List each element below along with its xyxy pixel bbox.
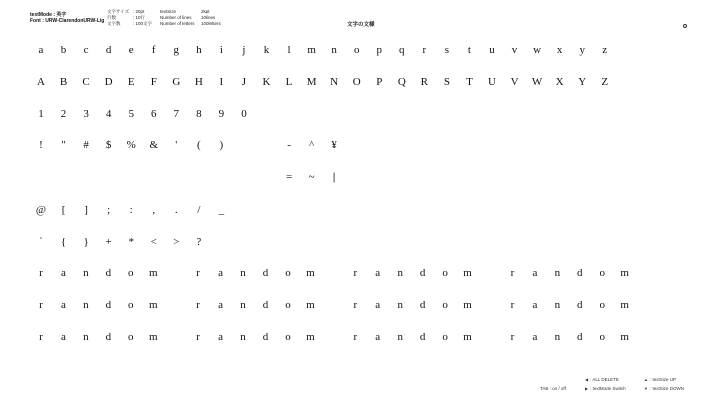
glyph-r0-c1: b: [60, 44, 67, 56]
glyph-r3-c4: %: [126, 139, 136, 151]
glyph-r1-c0: A: [37, 76, 45, 88]
glyph-r8-c22: a: [532, 299, 538, 311]
text-mode-label: textMode : 英字: [30, 12, 67, 18]
right-triangle-icon: ▶: [585, 386, 589, 391]
footer-all-delete: [585, 377, 619, 382]
glyph-r2-c7: 8: [196, 108, 202, 120]
glyph-r9-c26: m: [620, 331, 629, 343]
glyph-r9-c5: m: [148, 331, 158, 343]
glyph-r7-c9: n: [240, 267, 246, 279]
glyph-r7-c21: r: [510, 267, 515, 279]
glyph-r1-c5: F: [150, 76, 157, 88]
font-label: Font : URW-ClarendonURW-Lig: [30, 18, 105, 24]
glyph-r0-c19: t: [467, 44, 471, 56]
glyph-r7-c14: r: [353, 267, 358, 279]
glyph-r1-c14: O: [352, 76, 361, 88]
footer-mode-switch: [585, 386, 626, 391]
glyph-r8-c14: r: [353, 299, 358, 311]
glyph-r1-c3: D: [104, 76, 113, 88]
setting-en-value-lines: 10lines: [201, 15, 216, 20]
glyph-r7-c7: r: [196, 267, 200, 279]
glyph-r1-c20: U: [488, 76, 496, 88]
glyph-r3-c7: (: [197, 139, 201, 151]
glyph-r0-c22: w: [533, 44, 542, 56]
glyph-r7-c4: o: [128, 267, 134, 279]
glyph-r7-c12: m: [306, 267, 315, 279]
glyph-r6-c2: }: [83, 236, 89, 248]
glyph-r5-c7: /: [197, 204, 201, 216]
glyph-r1-c2: C: [82, 76, 90, 88]
glyph-r7-c23: n: [554, 267, 561, 279]
glyph-r3-c3: $: [105, 139, 112, 151]
glyph-r1-c6: G: [172, 76, 181, 88]
glyph-r1-c17: R: [420, 76, 429, 88]
glyph-r1-c13: N: [330, 76, 339, 88]
glyph-r3-c11: -: [287, 139, 291, 151]
glyph-r1-c19: T: [466, 76, 473, 88]
setting-en-label-lines: Number of lines: [160, 15, 192, 20]
textsize-down-label: : textSize DOWN: [649, 386, 684, 391]
glyph-r6-c7: ?: [196, 236, 202, 248]
glyph-r2-c1: 2: [60, 108, 67, 120]
footer-tab: [540, 386, 566, 391]
setting-en-value-size: 2kpt: [201, 9, 210, 14]
glyph-r6-c1: {: [60, 236, 67, 248]
glyph-r7-c24: d: [577, 267, 583, 279]
glyph-r2-c3: 4: [105, 108, 112, 120]
glyph-r1-c22: W: [531, 76, 543, 88]
glyph-r9-c25: o: [599, 331, 605, 343]
page-title: 文字の文様: [347, 22, 375, 28]
glyph-r8-c8: a: [218, 299, 224, 311]
glyph-r0-c12: m: [307, 44, 316, 56]
glyph-r5-c8: _: [218, 204, 225, 216]
glyph-r8-c15: a: [375, 299, 381, 311]
glyph-r5-c1: [: [61, 204, 66, 216]
glyph-r7-c10: d: [262, 267, 269, 279]
glyph-r9-c2: n: [83, 331, 89, 343]
glyph-r6-c5: <: [150, 236, 157, 248]
setting-en-label-size: textSize: [160, 9, 177, 14]
glyph-r9-c24: d: [577, 331, 583, 343]
glyph-r9-c16: n: [397, 331, 403, 343]
glyph-r9-c12: m: [306, 331, 315, 343]
glyph-r7-c18: o: [442, 267, 448, 279]
tab-toggle-button[interactable]: [683, 24, 687, 28]
glyph-r1-c16: Q: [397, 76, 406, 88]
glyph-r1-c10: K: [262, 76, 271, 88]
glyph-r8-c3: d: [105, 299, 112, 311]
glyph-r3-c12: ^: [309, 139, 315, 151]
glyph-r1-c1: B: [59, 76, 68, 88]
glyph-r7-c5: m: [148, 267, 158, 279]
glyph-r7-c11: o: [285, 267, 291, 279]
glyph-r7-c16: n: [397, 267, 403, 279]
glyph-r5-c3: ;: [107, 204, 111, 216]
glyph-r3-c6: ': [175, 139, 178, 151]
glyph-r9-c9: n: [240, 331, 246, 343]
glyph-r7-c1: a: [60, 267, 66, 279]
glyph-r0-c25: z: [602, 44, 608, 56]
glyph-r8-c12: m: [306, 299, 315, 311]
glyph-r0-c14: o: [353, 44, 360, 56]
glyph-r9-c23: n: [554, 331, 561, 343]
glyph-r8-c26: m: [620, 299, 629, 311]
glyph-r8-c11: o: [285, 299, 291, 311]
glyph-r2-c8: 9: [218, 108, 225, 120]
footer-textsize-up: [644, 377, 676, 382]
glyph-r0-c13: n: [331, 44, 337, 56]
glyph-r8-c21: r: [510, 299, 515, 311]
glyph-r7-c3: d: [105, 267, 112, 279]
glyph-r6-c3: +: [105, 236, 112, 248]
glyph-r1-c21: V: [510, 76, 519, 88]
glyph-r8-c17: d: [419, 299, 426, 311]
glyph-r1-c25: Z: [601, 76, 609, 88]
glyph-r8-c25: o: [599, 299, 605, 311]
glyph-r5-c6: .: [174, 204, 178, 216]
glyph-r1-c4: E: [127, 76, 135, 88]
setting-value-lines: : 10行: [133, 15, 146, 20]
glyph-r0-c3: d: [105, 44, 112, 56]
setting-label-size: 文字サイズ: [107, 9, 130, 14]
setting-values: [133, 9, 152, 27]
glyph-r7-c0: r: [39, 267, 43, 279]
glyph-r5-c5: ,: [152, 204, 156, 216]
glyph-r4-c11: =: [285, 171, 293, 183]
glyph-r8-c23: n: [554, 299, 561, 311]
glyph-r3-c2: #: [83, 139, 89, 151]
glyph-r8-c19: m: [463, 299, 472, 311]
glyph-r8-c4: o: [128, 299, 134, 311]
glyph-r0-c21: v: [511, 44, 518, 56]
glyph-r9-c0: r: [39, 331, 43, 343]
glyph-r9-c19: m: [463, 331, 472, 343]
glyph-r7-c17: d: [419, 267, 426, 279]
glyph-r0-c0: a: [38, 44, 44, 56]
glyph-r9-c3: d: [105, 331, 112, 343]
setting-en-values: [201, 9, 221, 27]
glyph-r0-c11: l: [287, 44, 291, 56]
setting-value-size: : 20pt: [133, 9, 145, 14]
glyph-r2-c6: 7: [173, 108, 180, 120]
glyph-r0-c23: x: [556, 44, 563, 56]
glyph-r7-c25: o: [599, 267, 605, 279]
glyph-r8-c1: a: [60, 299, 66, 311]
glyph-r9-c11: o: [285, 331, 291, 343]
glyph-r1-c7: H: [194, 76, 203, 88]
setting-en-value-letters: 100letters: [201, 21, 221, 26]
glyph-r2-c5: 6: [151, 108, 157, 120]
glyph-r0-c18: s: [444, 44, 450, 56]
glyph-r6-c6: >: [173, 236, 180, 248]
glyph-r7-c19: m: [463, 267, 472, 279]
glyph-r6-c0: `: [39, 236, 43, 248]
glyph-r8-c2: n: [83, 299, 89, 311]
glyph-r3-c5: &: [149, 139, 159, 151]
textsize-up-label: : textSize UP: [649, 377, 676, 382]
glyph-r9-c10: d: [262, 331, 269, 343]
glyph-r3-c8: ): [219, 139, 224, 151]
glyph-r5-c4: :: [129, 204, 133, 216]
glyph-r7-c26: m: [620, 267, 629, 279]
glyph-r0-c5: f: [151, 44, 156, 56]
glyph-r0-c20: u: [489, 44, 495, 56]
glyph-r9-c7: r: [196, 331, 200, 343]
tab-label: TAB : on / off: [540, 386, 566, 391]
glyph-r5-c2: ]: [84, 204, 88, 216]
glyph-r0-c16: q: [399, 44, 405, 56]
glyph-r1-c23: X: [555, 76, 564, 88]
glyph-r3-c1: ": [61, 139, 66, 151]
glyph-r1-c8: I: [219, 76, 224, 88]
down-triangle-icon: ▼: [644, 386, 648, 391]
up-triangle-icon: ▲: [644, 377, 648, 382]
glyph-r8-c5: m: [148, 299, 158, 311]
glyph-r8-c9: n: [240, 299, 246, 311]
left-triangle-icon: ◀: [585, 377, 589, 382]
setting-en-label-letters: Number of letters: [160, 21, 195, 26]
glyph-r1-c11: L: [285, 76, 293, 88]
glyph-r9-c1: a: [60, 331, 66, 343]
glyph-r0-c9: j: [242, 44, 246, 56]
glyph-r4-c12: ~: [308, 171, 315, 183]
glyph-r0-c6: g: [173, 44, 180, 56]
glyph-r6-c4: *: [128, 236, 134, 248]
glyph-r2-c4: 5: [128, 108, 134, 120]
glyph-r0-c15: p: [376, 44, 382, 56]
glyph-r4-c13: |: [332, 171, 336, 183]
glyph-r2-c0: 1: [38, 108, 44, 120]
setting-value-letters: : 100文字: [133, 21, 153, 26]
glyph-r3-c0: !: [39, 139, 43, 151]
glyph-r8-c0: r: [39, 299, 43, 311]
glyph-r2-c2: 3: [83, 108, 89, 120]
glyph-r9-c15: a: [375, 331, 381, 343]
glyph-r9-c18: o: [442, 331, 448, 343]
glyph-r1-c24: Y: [578, 76, 587, 88]
glyph-r8-c18: o: [442, 299, 448, 311]
glyph-r9-c21: r: [510, 331, 515, 343]
glyph-r8-c7: r: [196, 299, 200, 311]
glyph-r9-c17: d: [419, 331, 426, 343]
glyph-r7-c8: a: [218, 267, 224, 279]
glyph-r8-c24: d: [577, 299, 583, 311]
glyph-r5-c0: @: [35, 204, 47, 216]
glyph-r8-c16: n: [397, 299, 403, 311]
glyph-r1-c9: J: [241, 76, 247, 88]
glyph-r0-c24: y: [579, 44, 585, 56]
glyph-r1-c18: S: [443, 76, 450, 88]
glyph-r1-c15: P: [376, 76, 383, 88]
glyph-r0-c8: i: [219, 44, 223, 56]
setting-label-letters: 文字数: [107, 21, 121, 26]
setting-labels: [107, 9, 129, 27]
glyph-r9-c22: a: [532, 331, 538, 343]
glyph-r0-c7: h: [196, 44, 202, 56]
glyph-r0-c2: c: [83, 44, 89, 56]
mode-switch-label: : textMode Switch: [590, 386, 626, 391]
footer-textsize-down: [644, 386, 684, 391]
glyph-r8-c10: d: [262, 299, 269, 311]
glyph-r7-c15: a: [375, 267, 381, 279]
all-delete-label: : ALL DELETE: [590, 377, 619, 382]
glyph-r0-c10: k: [263, 44, 270, 56]
glyph-r0-c4: e: [128, 44, 134, 56]
setting-en-labels: [160, 9, 195, 27]
glyph-r0-c17: r: [422, 44, 427, 56]
glyph-r7-c22: a: [532, 267, 538, 279]
setting-label-lines: 行数: [107, 15, 116, 20]
glyph-r9-c4: o: [128, 331, 134, 343]
glyph-r2-c9: 0: [241, 108, 247, 120]
glyph-r7-c2: n: [83, 267, 89, 279]
glyph-r3-c13: ¥: [331, 139, 337, 151]
glyph-r9-c8: a: [218, 331, 224, 343]
glyph-r1-c12: M: [306, 76, 317, 88]
glyph-r9-c14: r: [353, 331, 358, 343]
